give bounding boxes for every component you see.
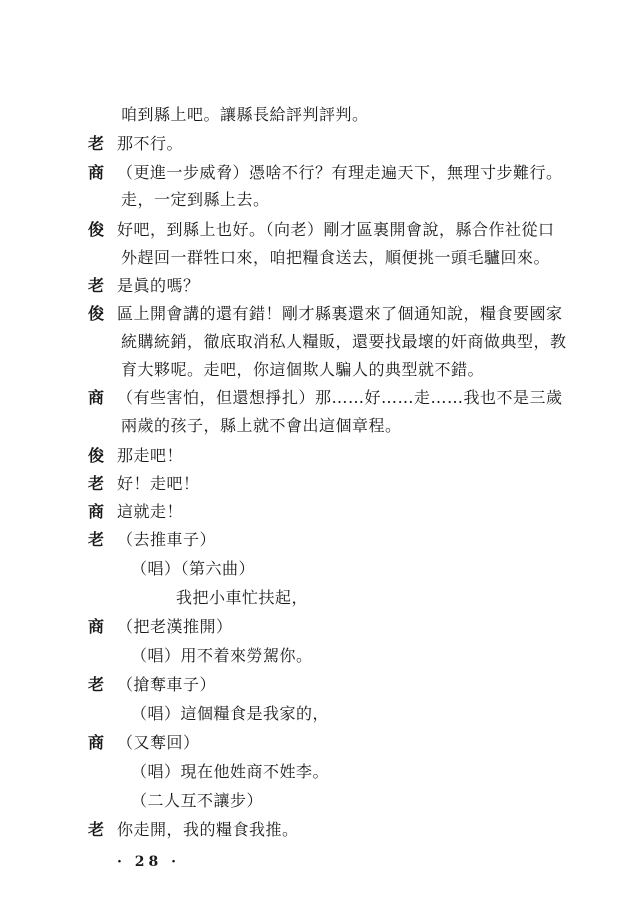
dialogue-text: 那走吧！ bbox=[117, 446, 184, 465]
script-line bbox=[0, 788, 640, 814]
script-line bbox=[0, 443, 640, 469]
stage-direction: （搶奪車子） bbox=[117, 675, 217, 694]
speaker-label: 商 bbox=[88, 163, 105, 182]
script-line bbox=[0, 187, 640, 213]
script-line bbox=[0, 817, 640, 843]
speaker-label: 俊 bbox=[88, 304, 105, 323]
dialogue-text: 是眞的嗎？ bbox=[117, 276, 200, 295]
script-line bbox=[0, 499, 640, 525]
singing-cue: （唱）用不着來勞駕你。 bbox=[131, 646, 313, 665]
speaker-label: 商 bbox=[88, 617, 105, 636]
script-line bbox=[0, 759, 640, 785]
song-lyric: 我把小車忙扶起， bbox=[176, 588, 309, 607]
script-line bbox=[0, 527, 640, 553]
stage-direction: （把老漢推開） bbox=[117, 617, 233, 636]
speaker-label: 商 bbox=[88, 388, 105, 407]
singing-cue: （唱）這個糧食是我家的， bbox=[131, 704, 330, 723]
dialogue-text: 外趕回一群牲口來，咱把糧食送去，順便挑一頭毛驢回來。 bbox=[121, 248, 551, 267]
speaker-label: 老 bbox=[88, 134, 105, 153]
script-line bbox=[0, 471, 640, 497]
script-line bbox=[0, 701, 640, 727]
script-line bbox=[0, 614, 640, 640]
script-line bbox=[0, 273, 640, 299]
script-line bbox=[0, 672, 640, 698]
speaker-label: 老 bbox=[88, 675, 105, 694]
script-line bbox=[0, 730, 640, 756]
script-line bbox=[0, 556, 640, 582]
singing-cue: （唱）（第六曲） bbox=[131, 559, 256, 578]
speaker-label: 老 bbox=[88, 530, 105, 549]
speaker-label: 老 bbox=[88, 276, 105, 295]
stage-direction: （二人互不讓步） bbox=[131, 791, 264, 810]
script-line bbox=[0, 217, 640, 243]
stage-direction: （又奪回） bbox=[117, 733, 200, 752]
script-line bbox=[0, 385, 640, 411]
dialogue-text: 好吧，到縣上也好。（向老）剛才區裏開會說，縣合作社從口 bbox=[117, 220, 555, 239]
dialogue-text: （更進一步威脅）憑啥不行？有理走遍天下，無理寸步難行。 bbox=[117, 163, 563, 182]
singing-cue: （唱）現在他姓商不姓李。 bbox=[131, 762, 330, 781]
script-line bbox=[0, 329, 640, 355]
stage-direction: （去推車子） bbox=[117, 530, 217, 549]
speaker-label: 商 bbox=[88, 502, 105, 521]
script-line bbox=[0, 160, 640, 186]
dialogue-text: 走，一定到縣上去。 bbox=[121, 190, 270, 209]
script-line bbox=[0, 131, 640, 157]
script-line bbox=[0, 102, 640, 128]
script-line bbox=[0, 357, 640, 383]
speaker-label: 俊 bbox=[88, 220, 105, 239]
dialogue-text: 咱到縣上吧。讓縣長給評判評判。 bbox=[121, 105, 369, 124]
dialogue-text: 區上開會講的還有錯！剛才縣裏還來了個通知說，糧食要國家 bbox=[117, 304, 563, 323]
script-line bbox=[0, 643, 640, 669]
dialogue-text: 你走開，我的糧食我推。 bbox=[117, 820, 299, 839]
dialogue-text: 統購統銷，徹底取消私人糧販，還要找最壞的奸商做典型，教 bbox=[121, 332, 567, 351]
dialogue-text: 那不行。 bbox=[117, 134, 184, 153]
script-line bbox=[0, 301, 640, 327]
script-line bbox=[0, 245, 640, 271]
dialogue-text: 兩歲的孩子，縣上就不會出這個章程。 bbox=[121, 416, 402, 435]
speaker-label: 商 bbox=[88, 733, 105, 752]
dialogue-text: 這就走！ bbox=[117, 502, 184, 521]
speaker-label: 老 bbox=[88, 474, 105, 493]
speaker-label: 俊 bbox=[88, 446, 105, 465]
script-line bbox=[0, 413, 640, 439]
dialogue-text: 好！走吧！ bbox=[117, 474, 200, 493]
speaker-label: 老 bbox=[88, 820, 105, 839]
script-line bbox=[0, 585, 640, 611]
page-number: · 28 · bbox=[117, 854, 180, 870]
dialogue-text: （有些害怕，但還想掙扎）那……好……走……我也不是三歲 bbox=[117, 388, 563, 407]
dialogue-text: 育大夥呢。走吧，你這個欺人騙人的典型就不錯。 bbox=[121, 360, 485, 379]
